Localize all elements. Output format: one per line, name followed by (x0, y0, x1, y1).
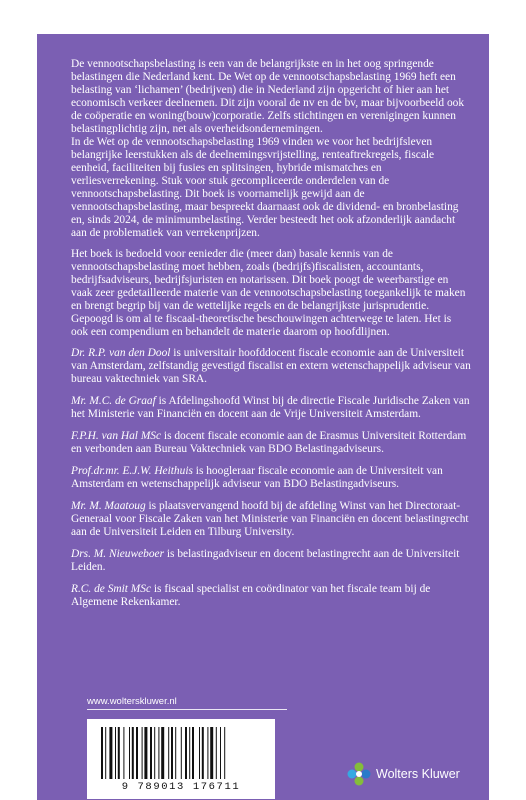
author-bio (71, 583, 471, 609)
barcode-bar (168, 727, 169, 779)
author-description: is Afdelingshoofd Winst bij de directie Fiscale Juridische Zaken van het Ministerie van Financiën en docent aan de Vrije Universiteit Amsterdam. (71, 395, 470, 420)
barcode-bar (109, 727, 112, 779)
barcode-bar (192, 727, 194, 779)
barcode-bar (202, 727, 204, 779)
author-name: Dr. R.P. van den Dool (71, 347, 171, 359)
author-description: is universitair hoofddocent fiscale economie aan de Universiteit van Amsterdam, zelfstandig gevestigd fiscalist en extern wetenschappelijk adviseur van bureau vaktechniek van SRA. (71, 347, 471, 385)
publisher-logo (347, 762, 460, 786)
author-description: is plaatsvervangend hoofd bij de afdeling Winst van het Directoraat-Generaal voor Fiscale Zaken van het Ministerie van Financiën en docent belastingrecht aan de Universiteit Leiden en Tilburg University. (71, 500, 469, 538)
author-bio (71, 500, 471, 539)
barcode-bar (224, 727, 225, 779)
isbn-number: 9 789013 176711 (121, 781, 241, 793)
author-name: Drs. M. Nieuweboer (71, 548, 165, 560)
intro-paragraph-1: De vennootschapsbelasting is een van de belangrijkste en in het oog springende belastingen die Nederland kent. De Wet op de vennootschapsbelasting 1969 heft een belasting van ‘lichamen’ (bedrijven) die in Nederland zijn opgericht of hier aan het economisch verkeer deelnemen. Dit zijn vooral de nv en de bv, maar bijvoorbeeld ook de coöperatie en woning(bouw)corporatie. Zelfs stichtingen en verenigingen kunnen belastingplichtig zijn, net als overheidsondernemingen. (71, 58, 465, 135)
barcode-bar (118, 727, 120, 779)
barcode-bar (216, 727, 217, 779)
author-description: is docent fiscale economie aan de Erasmus Universiteit Rotterdam en verbonden aan Bureau Vaktechniek van BDO Belastingadviseurs. (71, 430, 467, 455)
barcode-bar (123, 727, 124, 779)
barcode-bar (171, 727, 173, 779)
barcode-panel (87, 719, 275, 799)
barcode-bar (210, 727, 213, 779)
intro-paragraph-2: In de Wet op de vennootschapsbelasting 1969 vinden we voor het bedrijfsleven belangrijke leerstukken als de deelnemingsvrijstelling, renteaftrekregels, fiscale eenheid, faciliteiten bij fusies en splitsingen, hybride mismatches en verliesverrekening. Stuk voor stuk gecompliceerde onderdelen van de vennootschapsbelasting. Dit boek is voornamelijk gewijd aan de vennootschapsbelasting, maar bespreekt daarnaast ook de dividend- en bronbelasting en, sinds 2024, de minimumbelasting. Verder besteedt het ook afzonderlijk aandacht aan de problematiek van verrekenprijzen. (71, 136, 459, 239)
author-bio (71, 347, 471, 386)
barcode-bar (175, 727, 176, 779)
barcode-bar (154, 727, 155, 779)
author-description: is belastingadviseur en docent belastingrecht aan de Universiteit Leiden. (71, 548, 460, 573)
barcode-bar (161, 727, 164, 779)
barcode-bar (105, 727, 106, 779)
barcode-icon (101, 727, 261, 779)
author-description: is hoogleraar fiscale economie aan de Universiteit van Amsterdam en wetenschappelijk adviseur van BDO Belastingadviseurs. (71, 465, 443, 490)
barcode-bar (142, 727, 143, 779)
barcode-bar (220, 727, 221, 779)
barcode-bar (101, 727, 103, 779)
divider (87, 709, 287, 710)
barcode-bar (132, 727, 134, 779)
author-bio (71, 548, 471, 574)
website-url[interactable]: www.wolterskluwer.nl (87, 696, 177, 707)
barcode-bar (158, 727, 159, 779)
barcode-bar (144, 727, 147, 779)
barcode-bar (207, 727, 208, 779)
cover-text (71, 58, 471, 618)
author-bio (71, 395, 471, 421)
author-name: Mr. M.C. de Graaf (71, 395, 156, 407)
barcode-bar (129, 727, 130, 779)
author-name: R.C. de Smit MSc (71, 583, 152, 595)
author-bio (71, 430, 471, 456)
audience-paragraph: Het boek is bedoeld voor eenieder die (meer dan) basale kennis van de vennootschapsbelasting moet hebben, zoals (bedrijfs)fiscalisten, accountants, bedrijfsadviseurs, bedrijfsjuristen en notarissen. Dit boek poogt de weerbarstige en vaak zeer gedetailleerde materie van de vennootschapsbelasting toegankelijk te maken en brengt begrip bij van de wettelijke regels en de belangrijkste jurisprudentie. Gepoogd is om al te fiscaal-theoretische beschouwingen achterwege te laten. Het is ook een compendium en behandelt de materie daarom op hoofdlijnen. (71, 248, 466, 338)
barcode-bar (150, 727, 152, 779)
barcode-bar (189, 727, 190, 779)
author-bio (71, 465, 471, 491)
wolters-kluwer-logo-icon (347, 762, 371, 786)
back-cover (37, 34, 489, 800)
barcode-bar (199, 727, 200, 779)
barcode-bar (185, 727, 187, 779)
author-description: is fiscaal specialist en coördinator van het fiscale team bij de Algemene Rekenkamer. (71, 583, 431, 608)
barcode-bar (136, 727, 138, 779)
barcode-bar (115, 727, 116, 779)
barcode-bar (181, 727, 182, 779)
author-name: Prof.dr.mr. E.J.W. Heithuis (71, 465, 193, 477)
publisher-name: Wolters Kluwer (376, 767, 460, 781)
author-name: Mr. M. Maatoug (71, 500, 146, 512)
author-name: F.P.H. van Hal MSc (71, 430, 162, 442)
